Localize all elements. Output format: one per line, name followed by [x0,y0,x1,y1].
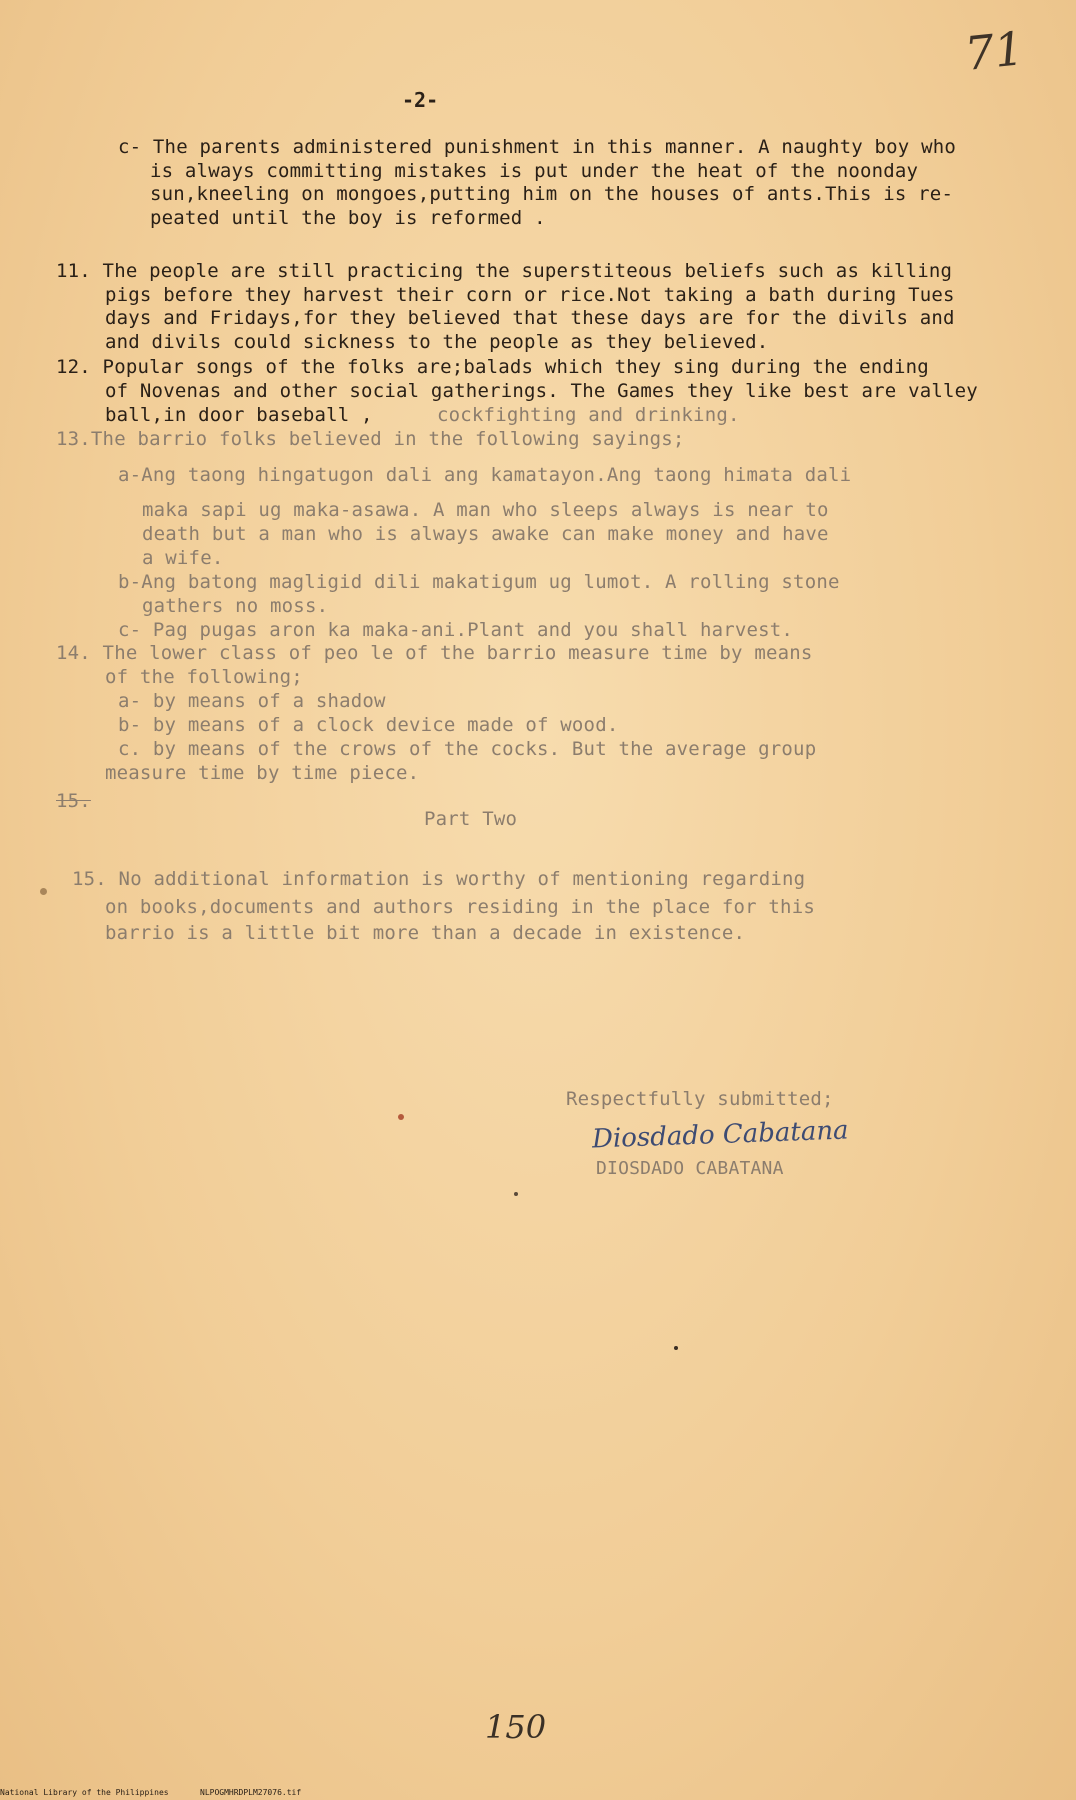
paragraph-line: on books,documents and authors residing in the place for this [105,896,815,918]
paragraph-line: 12. Popular songs of the folks are;balads which they sing during the ending [56,356,929,378]
paragraph-line: 11. The people are still practicing the superstiteous beliefs such as killing [56,260,953,282]
paper-speck [40,888,47,895]
paragraph-line: 14. The lower class of peo le of the barrio measure time by means [56,642,813,664]
paper-speck [674,1346,678,1350]
paragraph-line: 15. No additional information is worthy of mentioning regarding [72,868,806,890]
scan-footer [0,1788,302,1797]
paragraph-line: a-Ang taong hingatugon dali ang kamatayon.Ang taong himata dali [118,464,852,486]
section-heading: Part Two [424,808,518,830]
closing-salutation: Respectfully submitted; [566,1088,834,1110]
paper-speck [398,1114,404,1120]
paragraph-line: gathers no moss. [142,595,329,617]
paragraph-line: barrio is a little bit more than a decade in existence. [105,922,746,944]
paragraph-line: 13.The barrio folks believed in the following sayings; [56,428,685,450]
paragraph-line: peated until the boy is reformed . [150,207,546,229]
folio-number: 71 [962,21,1027,81]
paragraph-line: of the following; [105,666,303,688]
footer-file: NLPOGMHRDPLM27076.tif [200,1788,302,1797]
handwritten-number: 150 [485,1708,547,1746]
paragraph-line: days and Fridays,for they believed that these days are for the divils and [105,307,955,329]
paragraph-line: b-Ang batong magligid dili makatigum ug lumot. A rolling stone [118,571,840,593]
paragraph-line: is always committing mistakes is put under the heat of the noonday [150,160,919,182]
signer-name: DIOSDADO CABATANA [596,1158,784,1179]
paragraph-line: a- by means of a shadow [118,690,386,712]
paragraph-line: ball,in door baseball , [105,404,373,426]
paragraph-line: c. by means of the crows of the cocks. But the average group [118,738,817,760]
paragraph-line: sun,kneeling on mongoes,putting him on the houses of ants.This is re- [150,183,954,205]
paper-speck [514,1192,518,1196]
paragraph-line: pigs before they harvest their corn or rice.Not taking a bath during Tues [105,284,955,306]
paragraph-line: c- Pag pugas aron ka maka-ani.Plant and you shall harvest. [118,619,794,641]
handwritten-signature: Diosdado Cabatana [591,1115,850,1155]
paragraph-line: and divils could sickness to the people as they believed. [105,331,769,353]
paragraph-line: maka sapi ug maka-asawa. A man who sleeps always is near to [142,499,829,521]
paragraph-line: b- by means of a clock device made of wood. [118,714,619,736]
paragraph-line: measure time by time piece. [105,762,420,784]
paragraph-line: of Novenas and other social gatherings. The Games they like best are valley [105,380,978,402]
paragraph-line: death but a man who is always awake can make money and have [142,523,829,545]
paragraph-line-faded: cockfighting and drinking. [437,404,740,426]
page-number: -2- [402,88,439,112]
footer-library: National Library of the Philippines [0,1788,169,1797]
paragraph-line: a wife. [142,547,224,569]
struck-number: 15. [56,790,91,812]
paragraph-line: c- The parents administered punishment in this manner. A naughty boy who [118,136,957,158]
